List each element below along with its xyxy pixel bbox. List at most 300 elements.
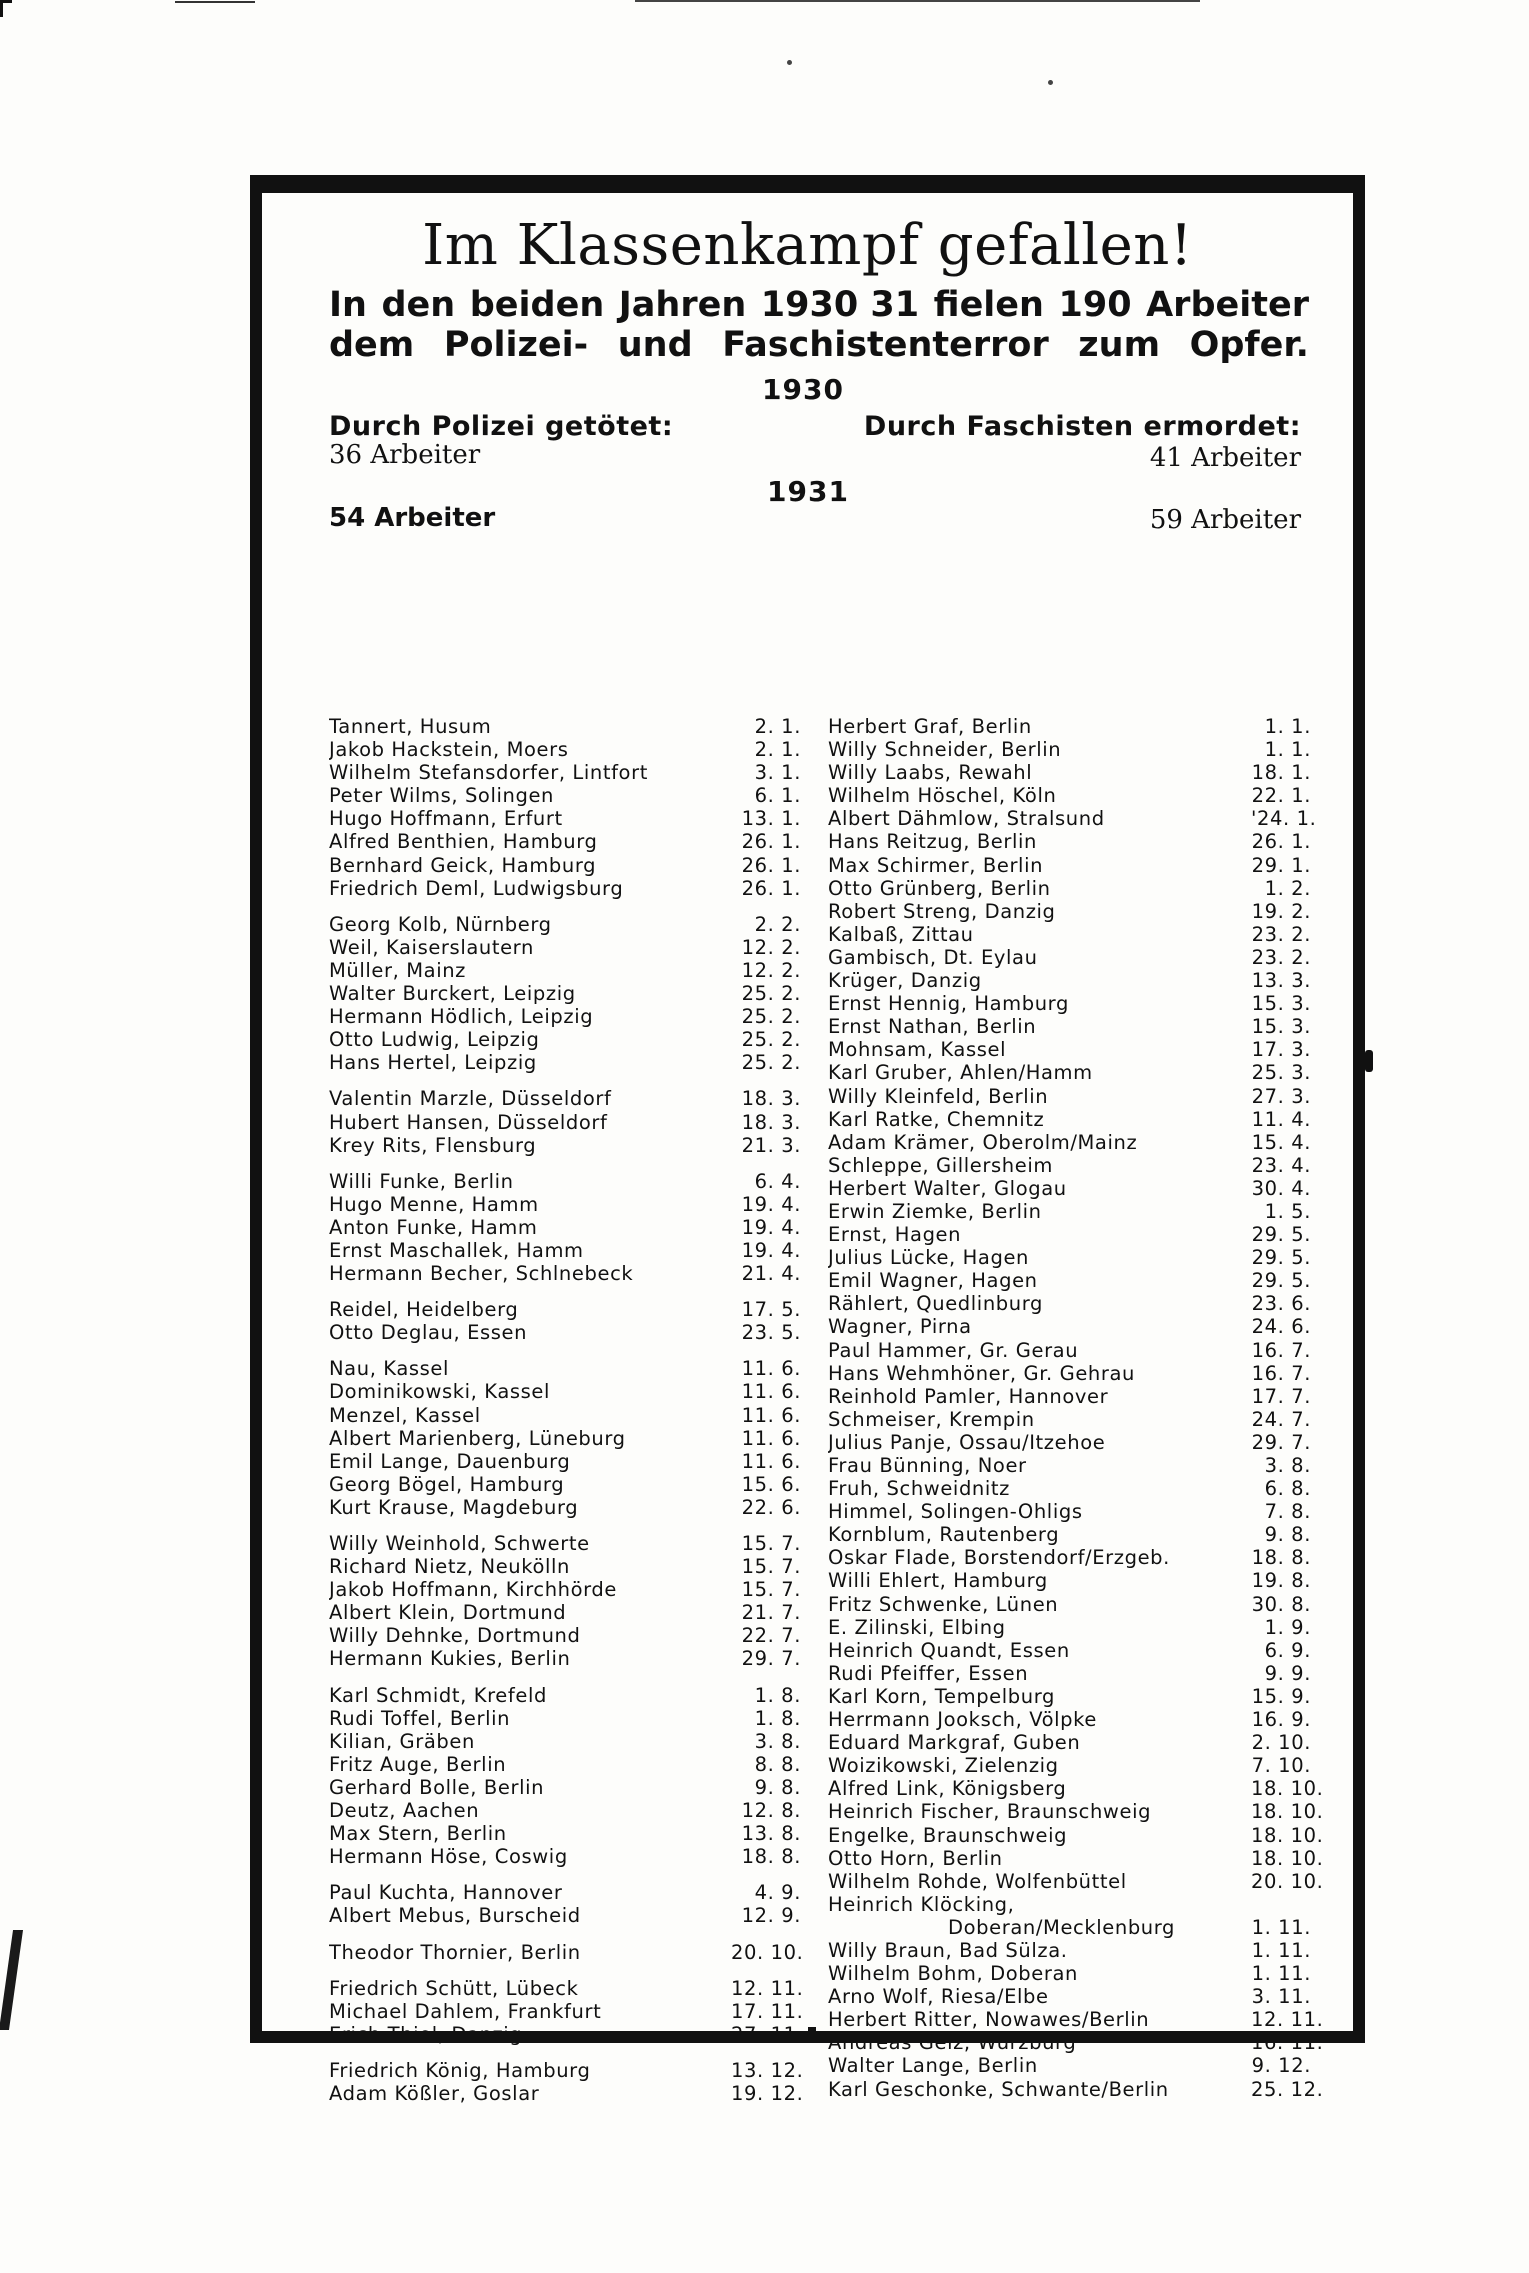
victim-entry: [828, 1108, 1311, 1131]
death-date: 12. 8.: [741, 1799, 801, 1823]
victim-entry: [828, 1800, 1324, 1824]
victim-name: Ernst, Hagen: [828, 1223, 962, 1247]
victim-entry: [329, 1532, 801, 1555]
victim-entry: [329, 1753, 801, 1776]
police-count-1931: 54 Arbeiter: [329, 503, 496, 533]
victim-entry: [329, 1601, 801, 1624]
victim-name: Karl Geschonke, Schwante/Berlin: [828, 2077, 1169, 2101]
victim-entry: [329, 1450, 801, 1473]
death-date: 16. 9.: [1251, 1708, 1311, 1732]
victim-entry: [828, 900, 1311, 923]
victim-entry: [329, 1051, 801, 1074]
fascist-count-1931: 59 Arbeiter: [1149, 505, 1301, 535]
victim-name: Tannert, Husum: [329, 715, 492, 738]
victim-name: Georg Kolb, Nürnberg: [329, 912, 552, 936]
death-date: 20. 10.: [1251, 1869, 1324, 1893]
victim-name: Müller, Mainz: [329, 958, 467, 982]
victim-name: Albert Mebus, Burscheid: [329, 1904, 581, 1928]
death-date: 19. 4.: [741, 1238, 801, 1262]
victim-name: Menzel, Kassel: [329, 1403, 481, 1427]
victim-entry: [329, 936, 801, 959]
victim-name: Adam Kößler, Goslar: [329, 2081, 540, 2105]
victim-entry: [329, 1496, 801, 1519]
death-date: 2. 1.: [754, 715, 801, 738]
victim-entry: [329, 1170, 801, 1193]
victim-name: Herrmann Jooksch, Völpke: [828, 1708, 1097, 1732]
victim-entry: [329, 1881, 801, 1904]
victim-name: Schleppe, Gillersheim: [828, 1153, 1053, 1177]
victim-entry: [329, 1684, 801, 1707]
death-date: 21. 7.: [741, 1601, 801, 1625]
victim-entry: [828, 2077, 1324, 2101]
victim-name: Mohnsam, Kassel: [828, 1038, 1007, 1062]
death-date: 8. 8.: [754, 1752, 801, 1776]
victim-name: Ernst Maschallek, Hamm: [329, 1238, 584, 1262]
victim-entry: [828, 1015, 1311, 1038]
victim-entry: [329, 1404, 801, 1427]
subtitle-word: In: [329, 285, 367, 325]
victim-entry: [828, 1662, 1311, 1685]
death-date: 26. 1.: [741, 876, 801, 900]
death-date: 9. 12.: [1251, 2054, 1311, 2078]
victim-group: [329, 1881, 801, 1927]
victim-entry: [828, 1546, 1311, 1569]
death-date: 18. 3.: [741, 1110, 801, 1134]
death-date: 13. 8.: [741, 1822, 801, 1846]
top-border-bar: [262, 175, 1353, 193]
death-date: 15. 3.: [1251, 1015, 1311, 1039]
victim-entry: [828, 1708, 1311, 1731]
victim-name: Kornblum, Rautenberg: [828, 1523, 1060, 1547]
subtitle-word: 190: [1058, 285, 1132, 325]
death-date: 11. 6.: [741, 1403, 801, 1427]
victim-entry: [329, 1357, 801, 1380]
death-date: 20. 10.: [731, 1940, 804, 1964]
victim-name: Max Stern, Berlin: [329, 1822, 507, 1846]
victim-name: Arno Wolf, Riesa/Elbe: [828, 1985, 1049, 2009]
subtitle-word: 1930 31: [760, 285, 920, 325]
victim-entry: [828, 969, 1311, 992]
victim-group: [329, 715, 801, 900]
death-date: 29. 7.: [741, 1647, 801, 1671]
death-date: 18. 8.: [741, 1845, 801, 1869]
victim-group: [828, 969, 1311, 1108]
dust-speck: [787, 60, 792, 65]
victim-entry: [828, 1200, 1311, 1223]
victim-name: Ernst Hennig, Hamburg: [828, 992, 1069, 1016]
death-date: 17. 7.: [1251, 1384, 1311, 1408]
death-date: 11. 6.: [741, 1449, 801, 1473]
victim-name: Paul Kuchta, Hannover: [329, 1881, 563, 1905]
victim-name: Krey Rits, Flensburg: [329, 1133, 537, 1157]
victim-entry: [329, 982, 801, 1005]
death-date: 13. 3.: [1251, 969, 1311, 993]
death-date: 29. 5.: [1251, 1223, 1311, 1247]
victim-name: Heinrich Quandt, Essen: [828, 1638, 1070, 1662]
victim-entry: [329, 1087, 801, 1110]
victim-name: Karl Schmidt, Krefeld: [329, 1683, 547, 1707]
death-date: 13. 1.: [741, 807, 801, 831]
victim-entry: [329, 959, 801, 982]
victim-entry: [828, 877, 1311, 900]
victim-name: Herbert Ritter, Nowawes/Berlin: [828, 2008, 1150, 2032]
victim-name: Reinhold Pamler, Hannover: [828, 1384, 1109, 1408]
victim-entry: [329, 1730, 801, 1753]
death-date: 12. 9.: [741, 1904, 801, 1928]
fascist-count-1930: 41 Arbeiter: [1149, 443, 1301, 473]
victim-entry: [329, 1799, 801, 1822]
victim-group: [329, 1087, 801, 1156]
victim-entry: [329, 1999, 804, 2023]
victim-entry: [828, 923, 1311, 946]
death-date: 26. 1.: [741, 830, 801, 854]
memorial-notice-panel: [250, 175, 1365, 2105]
death-date: 15. 4.: [1251, 1130, 1311, 1154]
victim-entry: [828, 1431, 1311, 1454]
victim-entry: [828, 1869, 1324, 1893]
dust-speck: [1048, 80, 1053, 85]
death-date: 1. 1.: [1264, 715, 1311, 738]
victim-name: Wilhelm Rohde, Wolfenbüttel: [828, 1869, 1127, 1893]
death-date: 1. 9.: [1264, 1615, 1311, 1639]
death-date: 15. 3.: [1251, 992, 1311, 1016]
victim-name: Bernhard Geick, Hamburg: [329, 853, 597, 877]
victim-group: [329, 1298, 801, 1344]
victim-entry: [828, 1639, 1311, 1662]
death-date: 23. 2.: [1251, 922, 1311, 946]
victim-name: Emil Lange, Dauenburg: [329, 1449, 571, 1473]
victim-name: Adam Krämer, Oberolm/Mainz: [828, 1130, 1138, 1154]
victim-name: Otto Ludwig, Leipzig: [329, 1028, 540, 1052]
victim-name: Friedrich Deml, Ludwigsburg: [329, 876, 624, 900]
victim-name: Kilian, Gräben: [329, 1729, 475, 1753]
victim-group: [828, 1108, 1311, 1200]
year-heading-1931: 1931: [767, 475, 849, 508]
death-date: '24. 1.: [1251, 807, 1317, 831]
victim-entry: [828, 1939, 1311, 1962]
victim-name: Deutz, Aachen: [329, 1799, 480, 1823]
victim-name: Rudi Toffel, Berlin: [329, 1706, 511, 1730]
victim-name: Willi Ehlert, Hamburg: [828, 1569, 1048, 1593]
victim-name: Willy Dehnke, Dortmund: [329, 1624, 581, 1648]
victim-entry: [329, 1134, 801, 1157]
death-date: 25. 12.: [1251, 2077, 1324, 2101]
death-date: 18. 10.: [1251, 1800, 1324, 1824]
victim-group: [329, 913, 801, 1075]
death-date: 6. 9.: [1264, 1638, 1311, 1662]
victim-name: Jakob Hoffmann, Kirchhörde: [329, 1578, 617, 1602]
victim-entry: [828, 1846, 1324, 1870]
death-date: 23. 4.: [1251, 1153, 1311, 1177]
victim-entry: [828, 1085, 1311, 1108]
victim-name: Rählert, Quedlinburg: [828, 1292, 1043, 1316]
victim-entry: [329, 807, 801, 830]
victim-name: Hans Hertel, Leipzig: [329, 1051, 537, 1075]
victim-group: [828, 1200, 1311, 1292]
victim-entry: [329, 1624, 801, 1647]
victim-name: Willy Weinhold, Schwerte: [329, 1532, 590, 1555]
subtitle-line-2: [329, 325, 1309, 365]
subtitle-word: fielen: [933, 285, 1044, 325]
death-date: 17. 5.: [741, 1298, 801, 1322]
victim-entry: [828, 1616, 1311, 1639]
victim-name: Otto Horn, Berlin: [828, 1846, 1003, 1870]
victim-entry: [828, 807, 1317, 831]
death-date: 19. 12.: [731, 2081, 804, 2105]
victim-entry: [828, 1500, 1311, 1523]
subtitle-word: zum: [1078, 325, 1161, 365]
death-date: 25. 2.: [741, 1028, 801, 1052]
victim-entry: [329, 1005, 801, 1028]
victim-name: Hermann Höse, Coswig: [329, 1845, 568, 1869]
victim-entry: [329, 830, 801, 853]
death-date: 7. 8.: [1264, 1500, 1311, 1524]
death-date: 12. 2.: [741, 958, 801, 982]
victim-entry: [828, 1731, 1311, 1754]
scan-artifact: [0, 1930, 23, 2030]
victim-name: Georg Bögel, Hamburg: [329, 1472, 565, 1496]
subtitle-word: Arbeiter: [1146, 285, 1309, 325]
victim-name: Walter Burckert, Leipzig: [329, 982, 576, 1006]
death-date: 26. 1.: [741, 853, 801, 877]
death-date: 18. 10.: [1251, 1777, 1324, 1801]
victim-name: Hermann Kukies, Berlin: [329, 1647, 571, 1671]
victim-name: Hugo Menne, Hamm: [329, 1192, 539, 1216]
victim-entry: [828, 715, 1311, 738]
victim-name: Julius Lücke, Hagen: [828, 1246, 1030, 1270]
victim-name: Herbert Graf, Berlin: [828, 715, 1032, 738]
victim-entry: [828, 1408, 1311, 1431]
victim-entry: [329, 877, 801, 900]
victim-name: Karl Gruber, Ahlen/Hamm: [828, 1061, 1093, 1085]
victim-entry: [828, 854, 1311, 877]
victim-name: Heinrich Klöcking,: [828, 1892, 1015, 1916]
victim-entry: [828, 1177, 1311, 1200]
death-date: 6. 1.: [754, 784, 801, 808]
victim-entry: [828, 1269, 1311, 1292]
victim-entry: [329, 1111, 801, 1134]
victim-entry: [828, 1246, 1311, 1269]
victim-name: Michael Dahlem, Frankfurt: [329, 1999, 602, 2023]
victim-entry: [828, 1985, 1311, 2008]
death-date: 18. 10.: [1251, 1846, 1324, 1870]
victim-name: Hans Wehmhöner, Gr. Gehrau: [828, 1361, 1136, 1385]
victim-name: Friedrich Schütt, Lübeck: [329, 1976, 579, 2000]
victim-entry: [329, 1427, 801, 1450]
victim-name: Paul Hammer, Gr. Gerau: [828, 1338, 1079, 1362]
victim-name: Albert Marienberg, Lüneburg: [329, 1426, 626, 1450]
victim-entry: [828, 1754, 1311, 1777]
victim-name: Rudi Pfeiffer, Essen: [828, 1661, 1029, 1685]
victim-name: Albert Klein, Dortmund: [329, 1601, 567, 1625]
victim-name: Wilhelm Bohm, Doberan: [828, 1962, 1078, 1986]
death-date: 11. 4.: [1251, 1107, 1311, 1131]
death-date: 23. 6.: [1251, 1292, 1311, 1316]
death-date: 1. 2.: [1264, 876, 1311, 900]
victim-entry: [828, 1685, 1311, 1708]
victim-entry: [329, 1028, 801, 1051]
victim-entry: [329, 1578, 801, 1601]
victim-group: [329, 1532, 801, 1671]
death-date: 3. 11.: [1251, 1985, 1311, 2009]
victim-name: Walter Lange, Berlin: [828, 2054, 1038, 2078]
death-date: 29. 5.: [1251, 1269, 1311, 1293]
victim-entry: [329, 1845, 801, 1868]
death-date: 25. 2.: [741, 982, 801, 1006]
death-date: 19. 2.: [1251, 899, 1311, 923]
victim-entry: [828, 1223, 1311, 1246]
victim-entry: [329, 1380, 801, 1403]
death-date: 12. 11.: [731, 1976, 804, 2000]
victim-group: [329, 1170, 801, 1285]
death-date: 1. 8.: [754, 1683, 801, 1707]
death-date: 1. 11.: [1251, 1915, 1311, 1939]
victim-entry: [828, 1893, 1311, 1916]
border-nick: [1365, 1050, 1373, 1072]
victim-entry: [329, 1298, 801, 1321]
victim-name: Wilhelm Höschel, Köln: [828, 784, 1057, 808]
victim-name: Hermann Hödlich, Leipzig: [329, 1005, 594, 1029]
victim-name: Julius Panje, Ossau/Itzehoe: [828, 1430, 1106, 1454]
victim-entry: [828, 1962, 1311, 1985]
victim-entry: [828, 784, 1311, 807]
victim-name: Reidel, Heidelberg: [329, 1298, 519, 1322]
victim-entry: [329, 1239, 801, 1262]
victim-name: Woizikowski, Zielenzig: [828, 1754, 1059, 1778]
victim-entry: [828, 1362, 1311, 1385]
victim-name: Erwin Ziemke, Berlin: [828, 1199, 1042, 1223]
death-date: 24. 6.: [1251, 1315, 1311, 1339]
victim-name: Kalbaß, Zittau: [828, 922, 974, 946]
death-date: 2. 10.: [1251, 1731, 1311, 1755]
death-date: 11. 6.: [741, 1426, 801, 1450]
death-date: 16. 7.: [1251, 1338, 1311, 1362]
victim-entry: [329, 854, 801, 877]
death-date: 19. 8.: [1251, 1569, 1311, 1593]
victim-entry: [828, 1131, 1311, 1154]
death-date: 1. 5.: [1264, 1199, 1311, 1223]
death-date: 18. 8.: [1251, 1546, 1311, 1570]
death-date: 2. 1.: [754, 738, 801, 762]
victim-entry: [828, 2054, 1311, 2077]
victim-name: Hans Reitzug, Berlin: [828, 830, 1038, 854]
scan-edge-line: [175, 1, 255, 3]
death-date: 23. 5.: [741, 1321, 801, 1345]
victim-name: Jakob Hackstein, Moers: [329, 738, 569, 762]
victim-name: Hermann Becher, Schlnebeck: [329, 1262, 634, 1286]
victim-entry: [828, 1292, 1311, 1315]
victim-entry: [329, 1555, 801, 1578]
victim-name: Krüger, Danzig: [828, 969, 982, 993]
victim-name: Richard Nietz, Neukölln: [329, 1555, 570, 1579]
death-date: 1. 11.: [1251, 1962, 1311, 1986]
victim-name: Karl Korn, Tempelburg: [828, 1684, 1055, 1708]
victim-group: [329, 1940, 804, 1964]
victim-entry: [828, 1385, 1311, 1408]
victim-name: Alfred Link, Königsberg: [828, 1777, 1067, 1801]
victim-name: Herbert Walter, Glogau: [828, 1176, 1067, 1200]
victim-entry: [828, 1454, 1311, 1477]
border-notch: [808, 2027, 816, 2041]
victim-entry: [828, 1315, 1311, 1338]
victim-name: Himmel, Solingen-Ohligs: [828, 1500, 1083, 1524]
victim-entry: [828, 738, 1311, 761]
victim-name: Ernst Nathan, Berlin: [828, 1015, 1037, 1039]
death-date: 21. 3.: [741, 1133, 801, 1157]
victim-entry: [329, 1647, 801, 1670]
death-date: 30. 4.: [1251, 1176, 1311, 1200]
death-date: 25. 2.: [741, 1005, 801, 1029]
victim-name: Eduard Markgraf, Guben: [828, 1731, 1081, 1755]
death-date: 1. 11.: [1251, 1938, 1311, 1962]
victim-group: [828, 1292, 1324, 2101]
victim-group: [329, 1357, 801, 1519]
victim-entry: [828, 2008, 1324, 2032]
victim-name: Kurt Krause, Magdeburg: [329, 1495, 579, 1519]
victim-entry: [329, 2081, 804, 2105]
victim-name: Oskar Flade, Borstendorf/Erzgeb.: [828, 1546, 1170, 1570]
victim-name: Peter Wilms, Solingen: [329, 784, 554, 808]
victim-entry: [329, 1904, 801, 1927]
victim-entry: [828, 992, 1311, 1015]
victim-name: Engelke, Braunschweig: [828, 1823, 1068, 1847]
fascist-victims-list: [828, 715, 1324, 2101]
victim-name: Weil, Kaiserslautern: [329, 935, 534, 959]
death-date: 15. 7.: [741, 1532, 801, 1555]
death-date: 4. 9.: [754, 1881, 801, 1905]
death-date: 15. 7.: [741, 1578, 801, 1602]
death-date: 23. 2.: [1251, 945, 1311, 969]
death-date: 13. 12.: [731, 2058, 804, 2082]
death-date: 6. 8.: [1264, 1477, 1311, 1501]
death-date: 3. 8.: [754, 1729, 801, 1753]
victim-entry: [329, 1321, 801, 1344]
victim-name: Hugo Hoffmann, Erfurt: [329, 807, 563, 831]
death-date: 7. 10.: [1251, 1754, 1311, 1778]
victim-entry: [329, 784, 801, 807]
death-date: 11. 6.: [741, 1380, 801, 1404]
death-date: 12. 11.: [1251, 2008, 1324, 2032]
victim-name: Alfred Benthien, Hamburg: [329, 830, 598, 854]
death-date: 21. 4.: [741, 1262, 801, 1286]
victim-entry: [828, 1061, 1311, 1084]
subtitle-word: Jahren: [618, 285, 747, 325]
victim-name: Wagner, Pirna: [828, 1315, 972, 1339]
victim-entry: [329, 913, 801, 936]
corner-mark: [0, 0, 12, 17]
victim-name: Valentin Marzle, Düsseldorf: [329, 1087, 612, 1111]
death-date: 26. 1.: [1251, 830, 1311, 854]
subtitle-word: Polizei-: [443, 325, 589, 365]
victim-entry: [828, 1569, 1311, 1592]
victim-name: Fritz Auge, Berlin: [329, 1752, 507, 1776]
victim-entry: [828, 1523, 1311, 1546]
death-date: 1. 8.: [754, 1706, 801, 1730]
death-date: 12. 2.: [741, 935, 801, 959]
death-date: 22. 6.: [741, 1495, 801, 1519]
police-heading: Durch Polizei getötet:: [329, 411, 674, 442]
death-date: 24. 7.: [1251, 1407, 1311, 1431]
victim-name: Schmeiser, Krempin: [828, 1407, 1035, 1431]
victim-name: Nau, Kassel: [329, 1357, 450, 1381]
death-date: 19. 4.: [741, 1215, 801, 1239]
victim-name: Hubert Hansen, Düsseldorf: [329, 1110, 608, 1134]
subtitle-word: dem: [329, 325, 415, 365]
victim-entry: [329, 1216, 801, 1239]
victim-entry: [828, 946, 1311, 969]
victim-entry: [828, 1477, 1311, 1500]
death-date: 25. 2.: [741, 1051, 801, 1075]
